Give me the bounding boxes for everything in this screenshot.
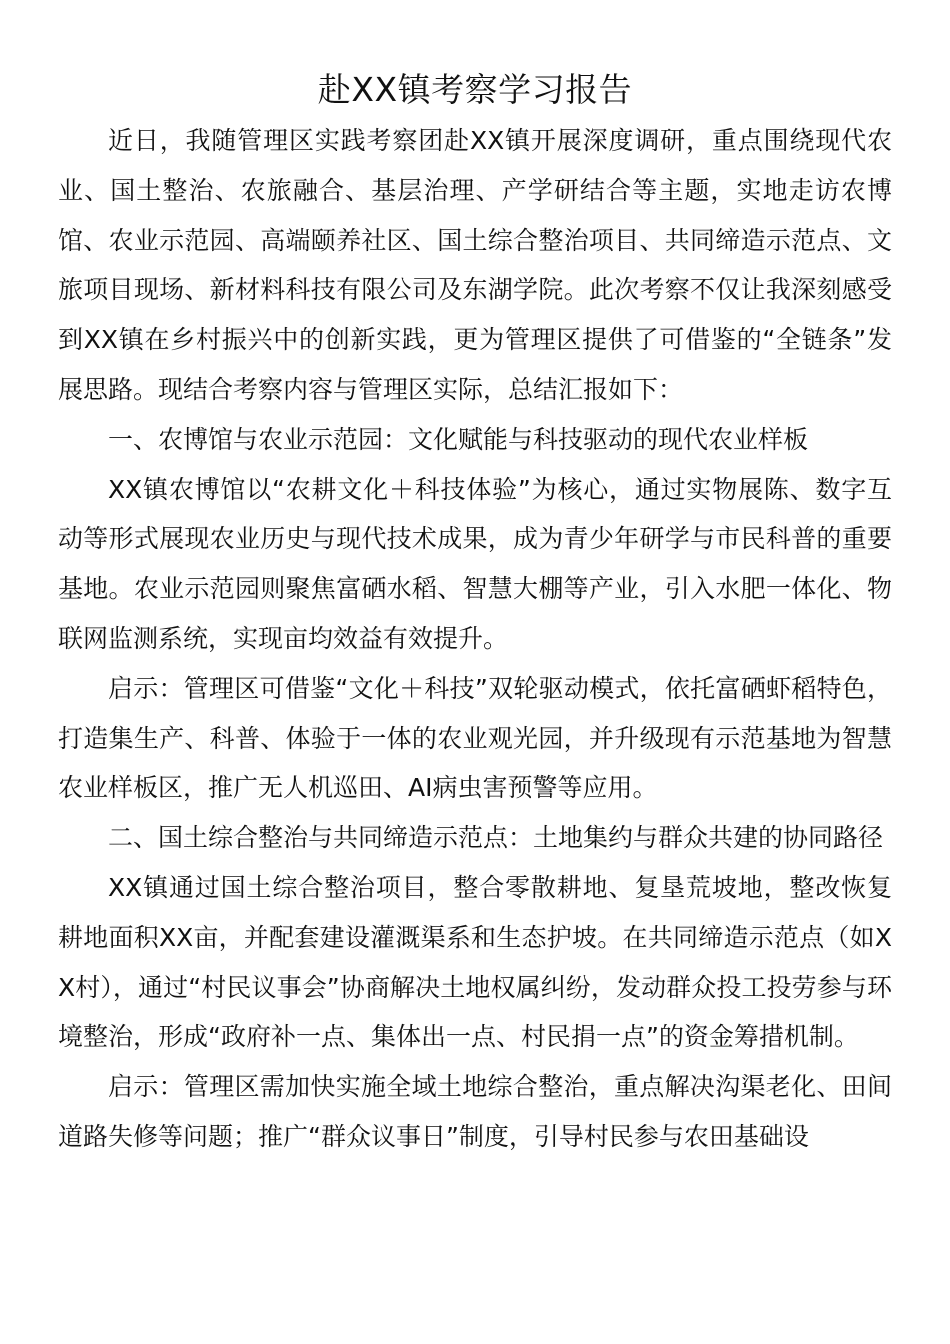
paragraph-section-1-body: XX镇农博馆以“农耕文化＋科技体验”为核心，通过实物展陈、数字互动等形式展现农业历史与现代技术成果，成为青少年研学与市民科普的重要基地。农业示范园则聚焦富硒水稻、智慧大棚等产业，引入水肥一体化、物联网监测系统，实现亩均效益有效提升。: [58, 474, 892, 653]
document-title: 赴XX镇考察学习报告: [317, 70, 633, 109]
section-heading-2: 二、国土综合整治与共同缔造示范点：土地集约与群众共建的协同路径: [108, 823, 884, 853]
paragraph-section-2-body: XX镇通过国土综合整治项目，整合零散耕地、复垦荒坡地，整改恢复耕地面积XX亩，并配套建设灌溉渠系和生态护坡。在共同缔造示范点（如XX村），通过“村民议事会”协商解决土地权属纠纷，发动群众投工投劳参与环境整治，形成“政府补一点、集体出一点、村民捐一点”的资金筹措机制。: [58, 872, 892, 1052]
paragraph-intro: 近日，我随管理区实践考察团赴XX镇开展深度调研，重点围绕现代农业、国土整治、农旅融合、基层治理、产学研结合等主题，实地走访农博馆、农业示范园、高端颐养社区、国土综合整治项目、共同缔造示范点、文旅项目现场、新材料科技有限公司及东湖学院。此次考察不仅让我深刻感受到XX镇在乡村振兴中的创新实践，更为管理区提供了可借鉴的“全链条”发展思路。现结合考察内容与管理区实际，总结汇报如下：: [58, 126, 892, 404]
document-page: [58, 66, 892, 1162]
paragraph-section-1-insight: 启示：管理区可借鉴“文化＋科技”双轮驱动模式，依托富硒虾稻特色，打造集生产、科普、体验于一体的农业观光园，并升级现有示范基地为智慧农业样板区，推广无人机巡田、AI病虫害预警等应用。: [58, 673, 892, 803]
section-heading-1: 一、农博馆与农业示范园：文化赋能与科技驱动的现代农业样板: [108, 424, 809, 454]
paragraph-section-2-insight: 启示：管理区需加快实施全域土地综合整治，重点解决沟渠老化、田间道路失修等问题；推广“群众议事日”制度，引导村民参与农田基础设: [58, 1072, 892, 1151]
